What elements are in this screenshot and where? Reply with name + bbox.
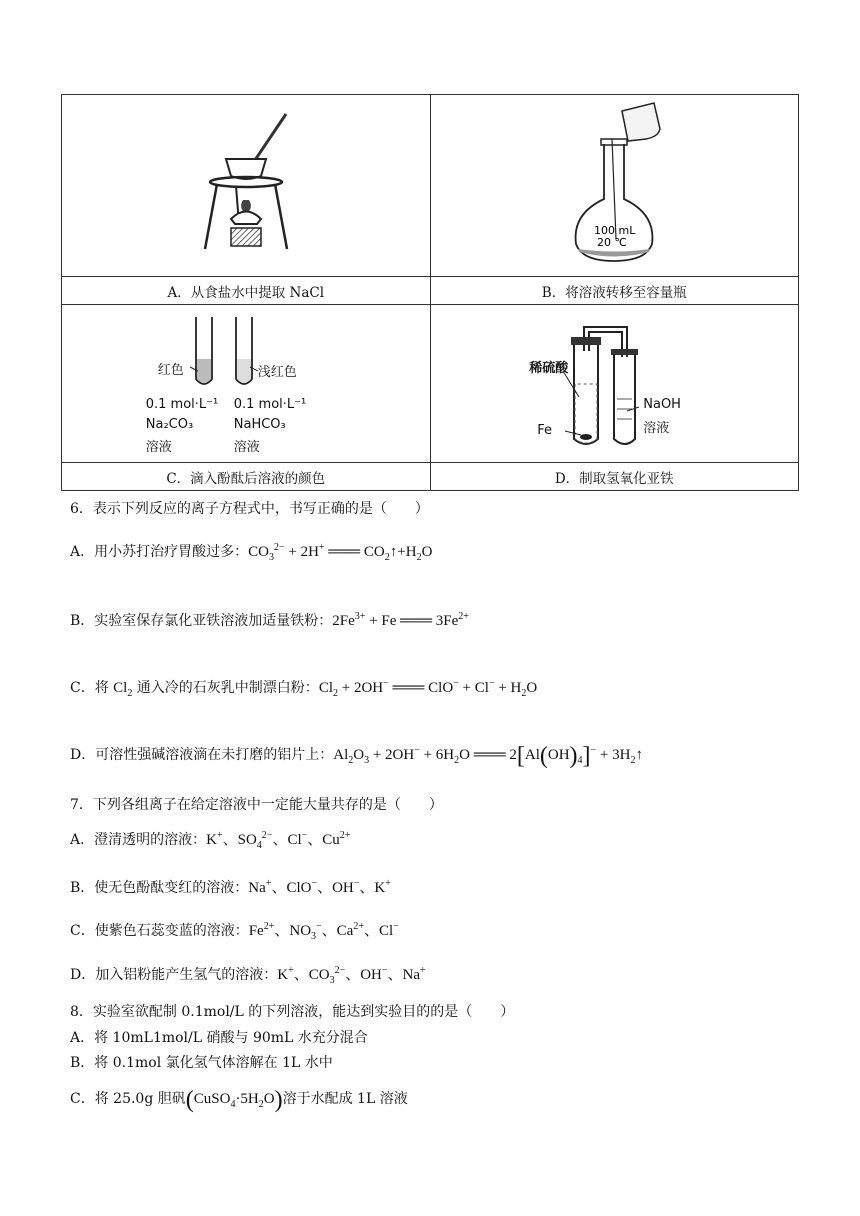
figure-phenolphthalein: 红色 浅红色 0.1 mol·L⁻¹ 0.1 mol·L⁻¹ Na₂CO₃ NaHCO₃ 溶液 溶液 [62,305,431,463]
figure-evaporation [62,95,431,277]
q8-stem: 8．实验室欲配制 0.1mol/L 的下列溶液，能达到实验目的的是（ ） [70,1004,515,1020]
options-table [61,94,799,491]
q8-option-a: A．将 10mL1mol/L 硝酸与 90mL 水充分混合 [70,1030,368,1046]
caption-b: B．将溶液转移至容量瓶 [430,277,799,305]
q7-option-b: B．使无色酚酞变红的溶液：Na+、ClO−、OH−、K+ [70,878,391,896]
figure-volumetric-flask [430,95,799,277]
q6-option-d: D．可溶性强碱溶液滴在未打磨的铝片上：$Al_2O_3 + 2OH^- + 6H_2O$ ═══ $2[Al(OH)_4]^-$ + $3H_2↑$ [70,743,643,769]
figure-ferrous-hydroxide: 稀硫酸 Fe NaOH 溶液 [430,305,799,463]
q8-option-c: C．将 25.0g 胆矾$(CuSO_4\cdot 5H_2O)$溶于水配成 1L 溶液 [70,1087,408,1113]
caption-a: A．从食盐水中提取 NaCl [62,277,431,305]
q6-option-b: B．实验室保存氯化亚铁溶液加适量铁粉：$2Fe^{3+} + Fe$ ═══ $3Fe^{2+}$ [70,611,469,629]
q7-stem: 7．下列各组离子在给定溶液中一定能大量共存的是（ ） [70,797,443,813]
caption-d: D．制取氢氧化亚铁 [430,463,799,491]
evaporation-apparatus-icon [191,104,301,264]
q7-option-a: A．澄清透明的溶液：K+、$SO_4^{2-}$、Cl−、$Cu^{2+}$ [70,830,351,851]
q7-option-d: D．加入铝粉能产生氢气的溶液：K+、$CO_3^{2-}$、OH−、Na+ [70,965,426,986]
caption-c: C．滴入酚酞后溶液的颜色 [62,463,431,491]
svg-text:20 ℃: 20 ℃ [597,235,628,249]
q6-option-a: A．用小苏打治疗胃酸过多：$CO_3^{2-} + 2H^+$ ═══ $CO_2↑+H_2O$ [70,542,433,563]
gas-generator-icon [529,319,699,449]
q7-option-c: C．使紫色石蕊变蓝的溶液：$Fe^{2+}$、$NO_3^-$、$Ca^{2+}$、Cl− [70,921,399,942]
volumetric-flask-icon [554,99,674,269]
svg-text:100 mL: 100 mL [594,223,636,237]
q6-stem: 6．表示下列反应的离子方程式中，书写正确的是（ ） [70,501,429,517]
q8-option-b: B．将 0.1mol 氯化氢气体溶解在 1L 水中 [70,1055,333,1071]
q6-option-c: C．将 $Cl_2$ 通入冷的石灰乳中制漂白粉：$Cl_2 + 2OH^-$ ═══ $ClO^- + Cl^- + H_2O$ [70,678,538,699]
